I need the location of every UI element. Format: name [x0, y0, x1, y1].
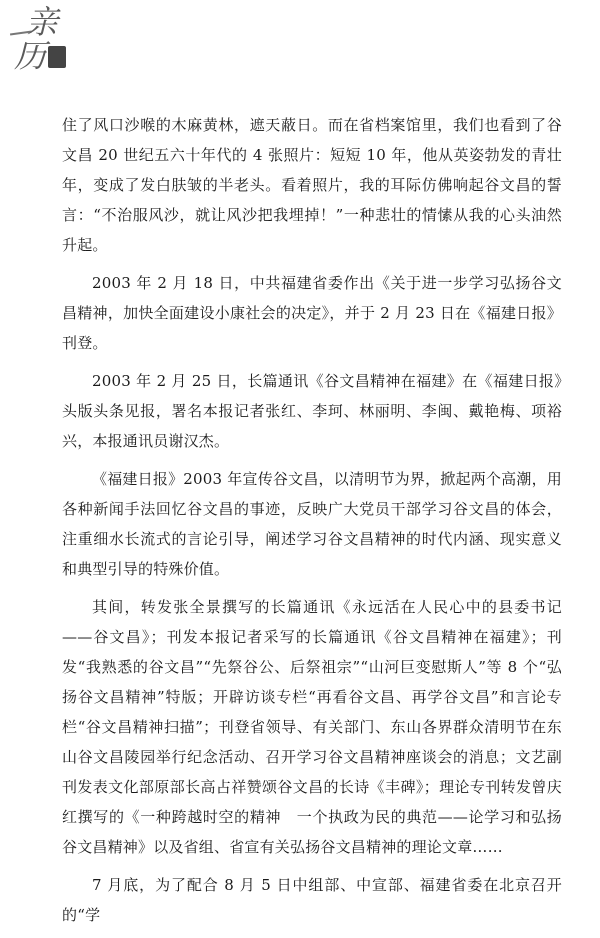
paragraph-3: 2003 年 2 月 25 日，长篇通讯《谷文昌精神在福建》在《福建日报》头版头条见报，署名本报记者张红、李珂、林丽明、李闽、戴艳梅、项裕兴，本报通讯员谢汉杰。	[62, 372, 562, 450]
logo-seal-stamp	[48, 46, 66, 68]
chapter-logo	[10, 3, 70, 76]
paragraph-5: 其间，转发张全景撰写的长篇通讯《永远活在人民心中的县委书记——谷文昌》；刊发本报记者采写的长篇通讯《谷文昌精神在福建》；刊发“我熟悉的谷文昌”“先祭谷公、后祭祖宗”“山河巨变慰斯人”等 8 个“弘扬谷文昌精神”特版；开辟访谈专栏“再看谷文昌、再学谷文昌”和言论专栏“谷文昌精神扫描”；刊登省领导、有关部门、东山各界群众清明节在东山谷文昌陵园举行纪念活动、召开学习谷文昌精神座谈会的消息；文艺副刊发表文化部原部长高占祥赞颂谷文昌的长诗《丰碑》；理论专刊转发曾庆红撰写的《一种跨越时空的精神 一个执政为民的典范——论学习和弘扬谷文昌精神》以及省组、省宣有关弘扬谷文昌精神的理论文章……	[62, 598, 562, 856]
logo-char-li: 历	[14, 37, 47, 75]
paragraph-4: 《福建日报》2003 年宣传谷文昌，以清明节为界，掀起两个高潮，用各种新闻手法回忆谷文昌的事迹，反映广大党员干部学习谷文昌的体会，注重细水长流式的言论引导，阐述学习谷文昌精神的时代内涵、现实意义和典型引导的特殊价值。	[62, 470, 562, 578]
paragraph-1: 住了风口沙喉的木麻黄林，遮天蔽日。而在省档案馆里，我们也看到了谷文昌 20 世纪五六十年代的 4 张照片：短短 10 年，他从英姿勃发的青壮年，变成了发白肤皱的半老头。看着照片，我的耳际仿佛响起谷文昌的誓言：“不治服风沙，就让风沙把我埋掉！”一种悲壮的情愫从我的心头油然升起。	[62, 116, 562, 254]
paragraph-6: 7 月底，为了配合 8 月 5 日中组部、中宣部、福建省委在北京召开的“学	[62, 876, 562, 924]
body-text	[62, 110, 562, 938]
paragraph-2: 2003 年 2 月 18 日，中共福建省委作出《关于进一步学习弘扬谷文昌精神，加快全面建设小康社会的决定》，并于 2 月 23 日在《福建日报》刊登。	[62, 274, 562, 352]
logo-char-qin: 亲	[26, 3, 59, 41]
